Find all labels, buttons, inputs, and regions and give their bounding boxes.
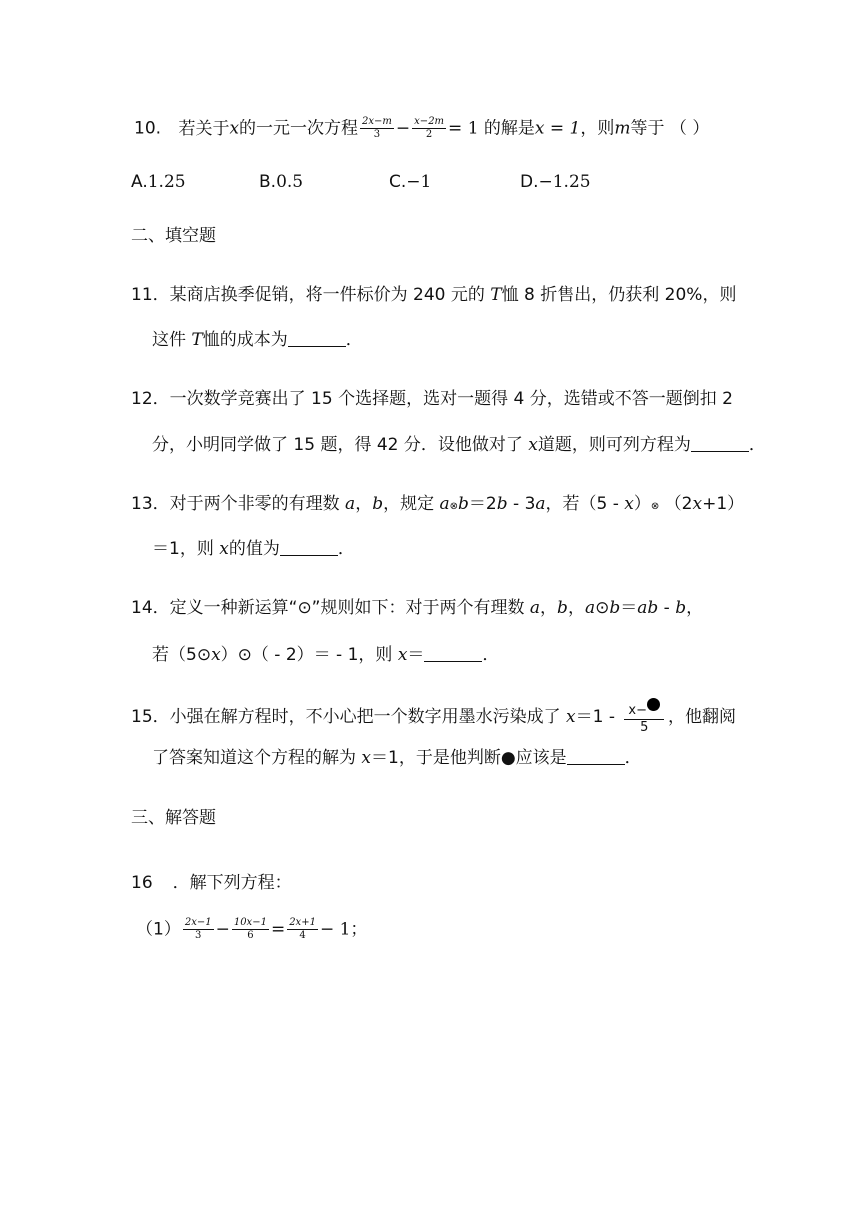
option-b[interactable]: B.0.5 — [259, 172, 304, 192]
question-11-line2: 这件 T恤的成本为 ． — [152, 330, 363, 350]
answer-blank[interactable] — [691, 435, 749, 452]
fraction: $\frac{2x-m}{3}$ — [362, 116, 392, 140]
question-13-line2: ＝1，则 x的值为 ． — [152, 539, 355, 559]
option-c[interactable]: C.−1 — [389, 172, 432, 192]
section-title: 三、解答题 — [131, 808, 216, 828]
answer-blank[interactable] — [424, 645, 482, 662]
question-14-line2: 若（5⊙x）⊙（ - 2）＝ - 1，则 x＝ ． — [152, 645, 500, 665]
answer-blank[interactable] — [280, 539, 338, 556]
question-12-line2: 分，小明同学做了 15 题，得 42 分．设他做对了 x道题，则可列方程为 ． — [152, 435, 766, 455]
section-title: 二、填空题 — [131, 226, 216, 246]
question-12-line1: 12．一次数学竞赛出了 15 个选择题，选对一题得 4 分，选错或不答一题倒扣 2 — [131, 389, 733, 409]
option-a[interactable]: A.1.25 — [131, 172, 186, 192]
question-15-line2: 了答案知道这个方程的解为 x＝1，于是他判断●应该是 ． — [152, 748, 642, 768]
question-14-line1: 14．定义一种新运算“⊙”规则如下：对于两个有理数 a，b，a⊙b＝ab - b， — [131, 598, 704, 618]
question-16-part-1: （1） $\frac{2x-1}{3}$ − $\frac{10x-1}{6}$ = $\frac{2x+1}{4}$ − 1； — [136, 917, 368, 941]
ink-stained-fraction: $\frac{x-}{5}$ — [624, 698, 664, 736]
question-16: 16 ．解下列方程： — [131, 873, 292, 893]
ink-blot-icon — [647, 698, 660, 711]
question-11-line1: 11．某商店换季促销，将一件标价为 240 元的 T恤 8 折售出，仍获利 20%，则 — [131, 285, 737, 305]
question-number: 10. — [134, 118, 162, 139]
answer-blank[interactable] — [567, 748, 625, 765]
question-15-line1: 15．小强在解方程时，不小心把一个数字用墨水污染成了 x＝1 - $\frac{x-}{5}$ ，他翻阅 — [131, 698, 736, 736]
answer-blank[interactable] — [288, 330, 346, 347]
fraction: $\frac{x-2m}{2}$ — [414, 116, 445, 140]
q10-options — [131, 170, 591, 194]
question-10: 10. 若关于x的一元一次方程 $\frac{2x-m}{3}$ − $\frac{x-2m}{2}$ = 1 的解是x = 1，则m等于 （ ） — [134, 116, 710, 140]
question-13-line1: 13．对于两个非零的有理数 a，b，规定 a⊗b＝2b - 3a，若（5 - x）⊗ （2x+1） — [131, 494, 745, 514]
option-d[interactable]: D.−1.25 — [520, 172, 591, 192]
